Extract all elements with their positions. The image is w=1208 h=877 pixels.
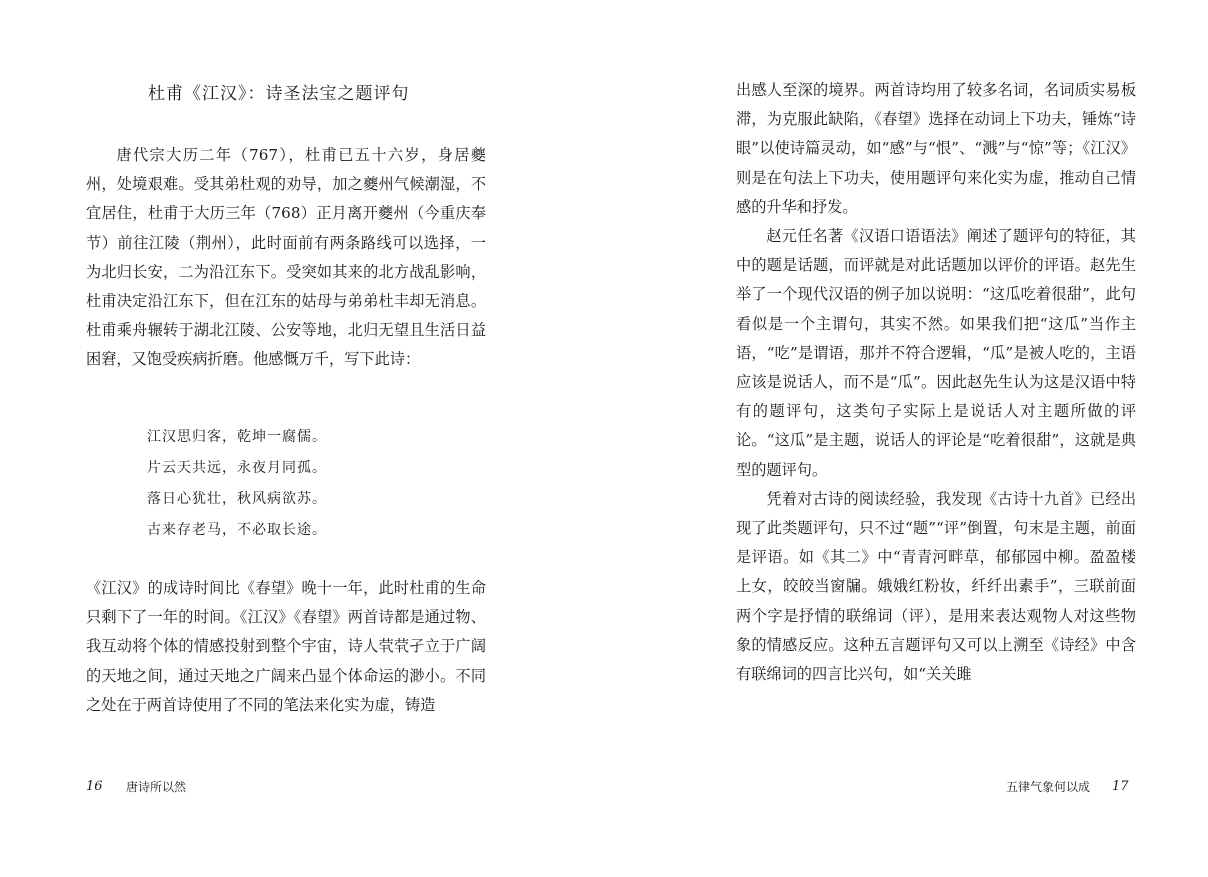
- body-text: [736, 76, 1136, 689]
- paragraph-text: 《江汉》的成诗时间比《春望》晚十一年，此时杜甫的生命只剩下了一年的时间。《江汉》《春望》两首诗都是通过物、我互动将个体的情感投射到整个宇宙，诗人茕茕孑立于广阔的天地之间，通过天地之广阔来凸显个体命运的渺小。不同之处在于两首诗使用了不同的笔法来化实为虚，铸造: [86, 579, 486, 714]
- running-head: 唐诗所以然: [126, 780, 187, 794]
- poem-line: 落日心犹壮，秋风病欲苏。: [147, 491, 327, 507]
- right-page: [604, 0, 1208, 877]
- page-number: 17: [1112, 779, 1129, 794]
- page-number: 16: [86, 779, 103, 794]
- body-paragraph: [86, 141, 486, 375]
- poem-line: 江汉思归客，乾坤一腐儒。: [147, 429, 327, 445]
- running-head: 五律气象何以成: [1006, 780, 1091, 794]
- paragraph-text: 唐代宗大历二年（767），杜甫已五十六岁，身居夔州，处境艰难。受其弟杜观的劝导，加之夔州气候潮湿，不宜居住，杜甫于大历三年（768）正月离开夔州（今重庆奉节）前往江陵（荆州），此时面前有两条路线可以选择，一为北归长安，二为沿江东下。受突如其来的北方战乱影响，杜甫决定沿江东下，但在江东的姑母与弟弟杜丰却无消息。杜甫乘舟辗转于湖北江陵、公安等地，北归无望且生活日益困窘，又饱受疾病折磨。他感慨万千，写下此诗：: [86, 146, 486, 369]
- poem-block: [147, 422, 327, 546]
- poem-line: 片云天共远，永夜月同孤。: [147, 460, 327, 476]
- poem-line: 古来存老马，不必取长途。: [147, 522, 327, 538]
- paragraph-text: 凭着对古诗的阅读经验，我发现《古诗十九首》已经出现了此类题评句，只不过“题”“评”倒置，句末是主题，前面是评语。如《其二》中“青青河畔草，郁郁园中柳。盈盈楼上女，皎皎当窗牖。娥娥红粉妆，纤纤出素手”，三联前面两个字是抒情的联绵词（评），是用来表达观物人对这些物象的情感反应。这种五言题评句又可以上溯至《诗经》中含有联绵词的四言比兴句，如“关关雎: [736, 489, 1136, 684]
- chapter-title: 杜甫《江汉》：诗圣法宝之题评句: [148, 84, 410, 104]
- body-paragraph: [86, 574, 486, 720]
- paragraph-text: 赵元任名著《汉语口语语法》阐述了题评句的特征，其中的题是话题，而评就是对此话题加以评价的评语。赵先生举了一个现代汉语的例子加以说明：“这瓜吃着很甜”，此句看似是一个主谓句，其实不然。如果我们把“这瓜”当作主语，“吃”是谓语，那并不符合逻辑，“瓜”是被人吃的，主语应该是说话人，而不是“瓜”。因此赵先生认为这是汉语中特有的题评句，这类句子实际上是说话人对主题所做的评论。“这瓜”是主题，说话人的评论是“吃着很甜”，这就是典型的题评句。: [736, 227, 1136, 479]
- paragraph-text: 出感人至深的境界。两首诗均用了较多名词，名词质实易板滞，为克服此缺陷，《春望》选择在动词上下功夫，锤炼“诗眼”以使诗篇灵动，如“感”与“恨”、“溅”与“惊”等；《江汉》则是在句法上下功夫，使用题评句来化实为虚，推动自己情感的升华和抒发。: [736, 81, 1136, 216]
